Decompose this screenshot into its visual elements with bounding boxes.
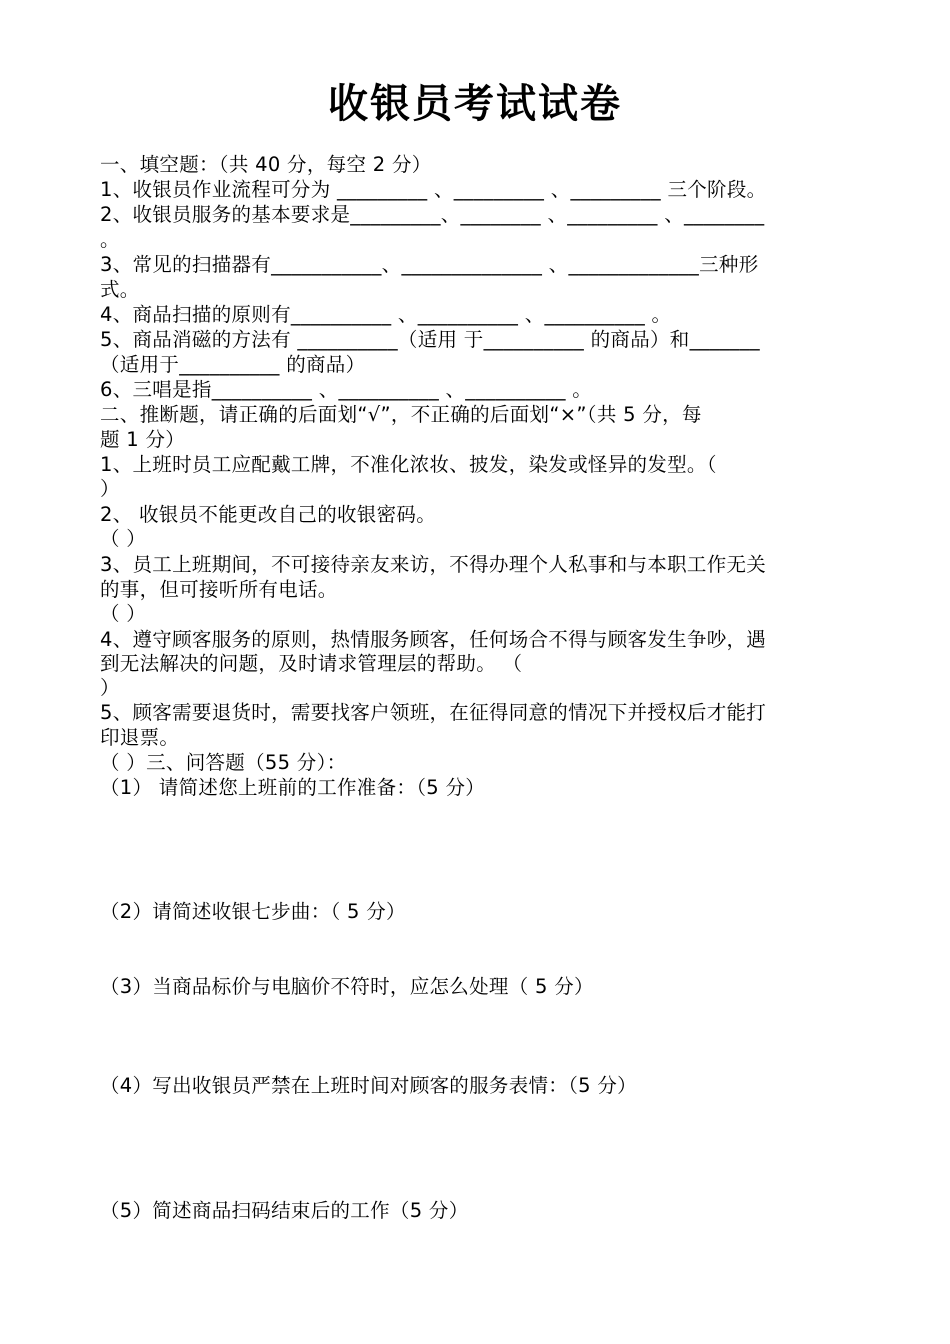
answer-parenthesis: ）	[100, 676, 120, 699]
answer-parenthesis: （ ）	[100, 527, 147, 550]
question-text: 4、商品扫描的原则有__________ 、__________ 、__________ 。	[100, 303, 672, 326]
question-text: 2、 收银员不能更改自己的收银密码。	[100, 503, 437, 526]
qa-question: （5）简述商品扫码结束后的工作（5 分）	[100, 1199, 469, 1222]
answer-parenthesis: ）	[100, 477, 120, 500]
section-fill-blank-heading: 一、填空题：（共 40 分，每空 2 分）	[100, 153, 432, 176]
question-text: 6、三唱是指__________ 、__________ 、__________ 。	[100, 378, 593, 401]
qa-question: （1） 请简述您上班前的工作准备：（5 分）	[100, 776, 486, 799]
question-text-continued: 。	[100, 228, 120, 251]
exam-title: 收银员考试试卷	[328, 81, 622, 127]
answer-parenthesis: （ ）	[100, 602, 147, 625]
question-text: 3、员工上班期间，不可接待亲友来访，不得办理个人私事和与本职工作无关	[100, 553, 767, 576]
question-text: 5、商品消磁的方法有 __________（适用 于__________ 的商品）和_______	[100, 328, 760, 351]
question-text-continued: 印退票。	[100, 726, 180, 749]
question-text-continued: 式。	[100, 278, 140, 301]
question-text-continued: （适用于__________ 的商品）	[100, 353, 366, 376]
qa-question: （2）请简述收银七步曲：（ 5 分）	[100, 900, 406, 923]
question-text: 1、上班时员工应配戴工牌，不准化浓妆、披发，染发或怪异的发型。（	[100, 453, 717, 476]
question-text: 2、收银员服务的基本要求是_________、________ 、_________ 、________	[100, 203, 765, 226]
section-true-false-heading-continued: 题 1 分）	[100, 428, 186, 451]
qa-question: （3）当商品标价与电脑价不符时，应怎么处理（ 5 分）	[100, 975, 594, 998]
section-true-false-heading: 二、推断题，请正确的后面划“√”，不正确的后面划“×”（共 5 分，每	[100, 403, 702, 426]
question-text-continued: 的事，但可接听所有电话。	[100, 578, 338, 601]
question-text: 3、常见的扫描器有___________、______________ 、_____________三种形	[100, 253, 759, 276]
question-text: 4、遵守顾客服务的原则，热情服务顾客，任何场合不得与顾客发生争吵，遇	[100, 628, 767, 651]
question-text-continued: 到无法解决的问题，及时请求管理层的帮助。 （	[100, 652, 523, 675]
section-qa-heading: （ ）三、问答题（55 分）：	[100, 751, 347, 774]
question-text: 5、顾客需要退货时，需要找客户领班，在征得同意的情况下并授权后才能打	[100, 701, 767, 724]
qa-question: （4）写出收银员严禁在上班时间对顾客的服务表情：（5 分）	[100, 1074, 637, 1097]
question-text: 1、收银员作业流程可分为 _________ 、_________ 、_________ 三个阶段。	[100, 178, 767, 201]
